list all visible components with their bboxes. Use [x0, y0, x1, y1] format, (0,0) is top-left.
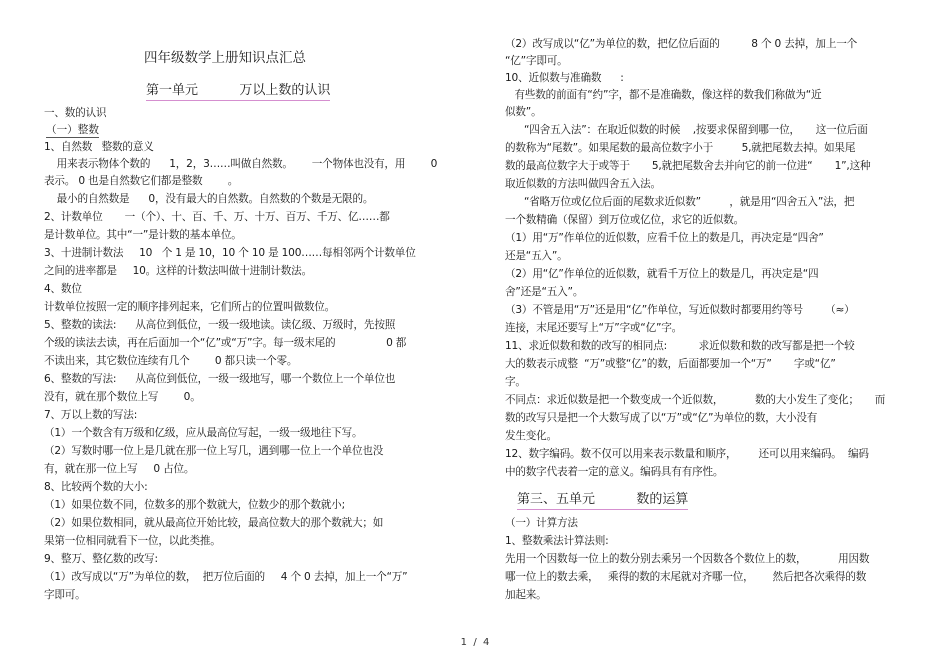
text-line: 哪一位上的数去乘， 乘得的数的末尾就对齐哪一位， 然后把各次乘得的数: [505, 571, 867, 583]
text-line: 11、求近似数和数的改写的相同点: 求近似数和数的改写都是把一个较: [505, 340, 855, 352]
text-line: 2、计数单位 一（个）、十、百、千、万、十万、百万、千万、亿……都: [44, 211, 390, 223]
text-line: （3）不管是用“万”还是用“亿”作单位，写近似数时都要用约等号 （≈）: [505, 304, 855, 316]
text-line: 12、数字编码。数不仅可以用来表示数量和顺序， 还可以用来编码。 编码: [505, 448, 869, 460]
text-line: （2）如果位数相同，就从最高位开始比较，最高位数大的那个数就大；如: [44, 517, 384, 529]
text-line: 用来表示物体个数的 1，2，3……叫做自然数。 一个物体也没有，用 0: [44, 158, 438, 170]
text-line: 先用一个因数每一位上的数分别去乘另一个因数各个数位上的数， 用因数: [505, 553, 870, 565]
text-line: 字即可。: [44, 589, 86, 601]
text-line: 的数称为“尾数”。如果尾数的最高位数字小于 5,就把尾数去掉。如果尾: [505, 142, 856, 154]
text-line: 最小的自然数是 0，没有最大的自然数。自然数的个数是无限的。: [44, 193, 374, 205]
section-heading: 一、数的认识: [44, 107, 107, 119]
text-line: （1）改写成以“万”为单位的数， 把万位后面的 4 个 0 去掉，加上一个“万”: [44, 571, 408, 583]
text-line: （1）如果位数不同，位数多的那个数就大，位数少的那个数就小;: [44, 499, 345, 511]
text-line: 数的最高位数字大于或等于 5,就把尾数舍去并向它的前一位进“ 1”,这种: [505, 160, 871, 172]
text-line: （1）用“万”作单位的近似数，应看千位上的数是几，再决定是“四舍”: [505, 232, 824, 244]
text-line: 10、近似数与准确数 :: [505, 72, 624, 84]
document-title: 四年级数学上册知识点汇总: [144, 50, 306, 66]
text-line: 有，就在那一位上写 0 占位。: [44, 463, 195, 475]
text-line: 1、自然数 整数的意义: [44, 141, 154, 153]
text-line: 数的改写只是把一个大数写成了以“万”或“亿”为单位的数，大小没有: [505, 412, 818, 424]
text-line: 表示。 0 也是自然数它们都是整数 。: [44, 175, 239, 187]
unit3-heading: 第三、五单元 数的运算: [517, 488, 688, 510]
text-line: 是计数单位。其中“一”是计数的基本单位。: [44, 229, 242, 241]
text-line: 1、整数乘法计算法则:: [505, 535, 609, 547]
text-line: 6、整数的写法: 从高位到低位，一级一级地写，哪一个数位上一个单位也: [44, 373, 396, 385]
text-line: 7、万以上数的写法:: [44, 409, 138, 421]
text-line: 字。: [505, 376, 526, 388]
text-line: （2）改写成以“亿”为单位的数，把亿位后面的 8 个 0 去掉，加上一个: [505, 38, 858, 50]
text-line: 舍”还是“五入”。: [505, 286, 584, 298]
text-line: 没有，就在那个数位上写 0。: [44, 391, 201, 403]
text-line: 发生变化。: [505, 430, 557, 442]
text-line: “亿”字即可。: [505, 55, 568, 67]
text-line: 不读出来，其它数位连续有几个 0 都只读一个零。: [44, 355, 298, 367]
text-line: （2）写数时哪一位上是几就在那一位上写几，遇到哪一位上一个单位也没: [44, 445, 384, 457]
text-line: 计数单位按照一定的顺序排列起来，它们所占的位置叫做数位。: [44, 301, 336, 313]
text-line: 还是“五入”。: [505, 250, 568, 262]
text-line: （一）计算方法: [505, 517, 578, 529]
text-line: 9、整万、整亿数的改写:: [44, 553, 158, 565]
text-line: 不同点：求近似数是把一个数变成一个近似数， 数的大小发生了变化； 而: [505, 394, 886, 406]
text-line: 个级的读法去读，再在后面加一个“亿”或“万”字。每一级末尾的 0 都: [44, 337, 407, 349]
text-line: “四舍五入法”：在取近似数的时候 ,按要求保留到哪一位， 这一位后面: [505, 124, 868, 136]
text-line: 8、比较两个数的大小:: [44, 481, 148, 493]
text-line: 加起来。: [505, 589, 547, 601]
subsection-heading: （一）整数: [46, 124, 99, 136]
text-line: 3、十进制计数法 10 个 1 是 10，10 个 10 是 100……每相邻两个计数单位: [44, 247, 416, 259]
text-line: 似数”。: [505, 106, 542, 118]
text-line: 有些数的前面有“约”字，都不是准确数，像这样的数我们称做为“近: [505, 89, 822, 101]
text-line: 4、数位: [44, 283, 82, 295]
text-line: 大的数表示成整 “万”或整“亿”的数，后面都要加一个“万” 字或“亿”: [505, 358, 836, 370]
text-line: 连接，末尾还要写上“万”字或“亿”字。: [505, 322, 683, 334]
text-line: 一个数精确（保留）到万位或亿位，求它的近似数。: [505, 214, 745, 226]
page-number: 1 / 4: [460, 637, 490, 648]
text-line: “省略万位或亿位后面的尾数求近似数” ，就是用“四舍五入”法，把: [505, 196, 855, 208]
text-line: （1）一个数含有万级和亿级，应从最高位写起，一级一级地往下写。: [44, 427, 363, 439]
text-line: 中的数字代表着一定的意义。编码具有有序性。: [505, 466, 724, 478]
unit1-heading: 第一单元 万以上数的认识: [146, 79, 330, 101]
text-line: （2）用“亿”作单位的近似数，就看千万位上的数是几，再决定是“四: [505, 268, 819, 280]
text-line: 果第一位相同就看下一位，以此类推。: [44, 535, 221, 547]
text-line: 之间的进率都是 10。这样的计数法叫做十进制计数法。: [44, 265, 312, 277]
text-line: 取近似数的方法叫做四舍五入法。: [505, 178, 661, 190]
text-line: 5、整数的读法: 从高位到低位，一级一级地读。读亿级、万级时，先按照: [44, 319, 396, 331]
